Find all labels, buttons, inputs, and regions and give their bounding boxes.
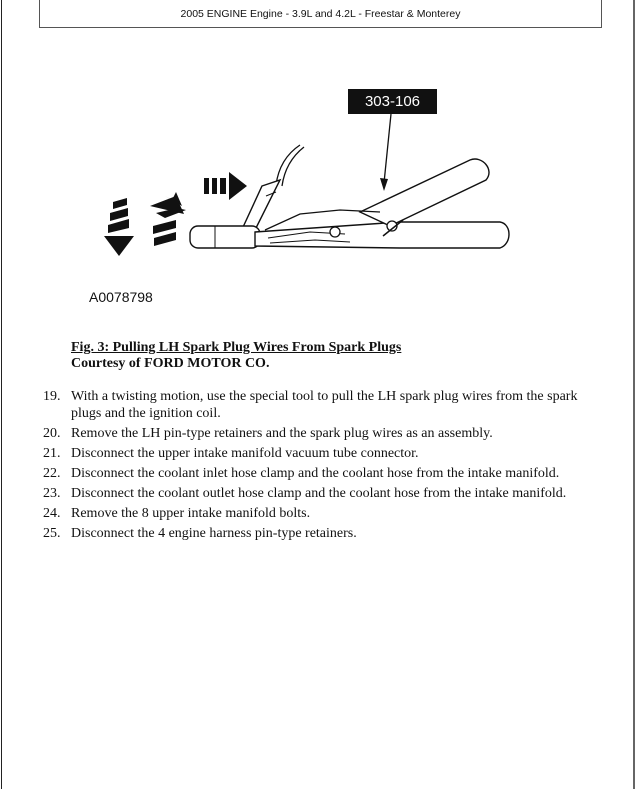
step-24: [0, 505, 638, 522]
spark-plug-wire-puller-drawing: [0, 0, 638, 330]
step-number: 22.: [43, 466, 61, 481]
spark-plug-end: [190, 226, 260, 248]
step-20: [0, 425, 638, 442]
callout-leader-line: [384, 114, 391, 183]
step-number: 23.: [43, 486, 61, 501]
step-19: [0, 388, 638, 422]
step-number: 25.: [43, 526, 61, 541]
header-title: 2005 ENGINE Engine - 3.9L and 4.2L - Freestar & Monterey: [180, 8, 461, 20]
step-number: 24.: [43, 506, 61, 521]
step-text: Disconnect the coolant outlet hose clamp and the coolant hose from the intake manifold.: [71, 486, 567, 501]
step-text: Remove the 8 upper intake manifold bolts.: [71, 506, 311, 521]
step-number: 20.: [43, 426, 61, 441]
twist-direction-arrow-right: [204, 172, 247, 200]
figure-caption: [71, 340, 401, 372]
figure-illustration: [0, 0, 638, 330]
tool-lower-handle: [255, 222, 509, 248]
tool-number-callout: 303-106: [348, 89, 437, 114]
step-text: With a twisting motion, use the special tool to pull the LH spark plug wires from the spark plugs and the ignition coil.: [71, 389, 578, 421]
step-number: 21.: [43, 446, 61, 461]
tool-pivot: [330, 227, 340, 237]
caption-credit: Courtesy of FORD MOTOR CO.: [71, 356, 270, 371]
figure-id-label: A0078798: [89, 289, 153, 305]
procedure-steps: [0, 388, 638, 545]
step-23: [0, 485, 638, 502]
tool-upper-handle: [360, 159, 489, 226]
step-text: Remove the LH pin-type retainers and the spark plug wires as an assembly.: [71, 426, 493, 441]
step-text: Disconnect the upper intake manifold vacuum tube connector.: [71, 446, 419, 461]
twist-direction-arrow-down: [104, 198, 134, 256]
step-25: [0, 525, 638, 542]
step-number: 19.: [43, 389, 61, 404]
step-text: Disconnect the 4 engine harness pin-type retainers.: [71, 526, 357, 541]
caption-title: Fig. 3: Pulling LH Spark Plug Wires From Spark Plugs: [71, 340, 402, 355]
step-text: Disconnect the coolant inlet hose clamp and the coolant hose from the intake manifold.: [71, 466, 560, 481]
step-21: [0, 445, 638, 462]
step-22: [0, 465, 638, 482]
callout-arrowhead: [380, 178, 388, 191]
pull-direction-arrow-up: [150, 192, 186, 246]
